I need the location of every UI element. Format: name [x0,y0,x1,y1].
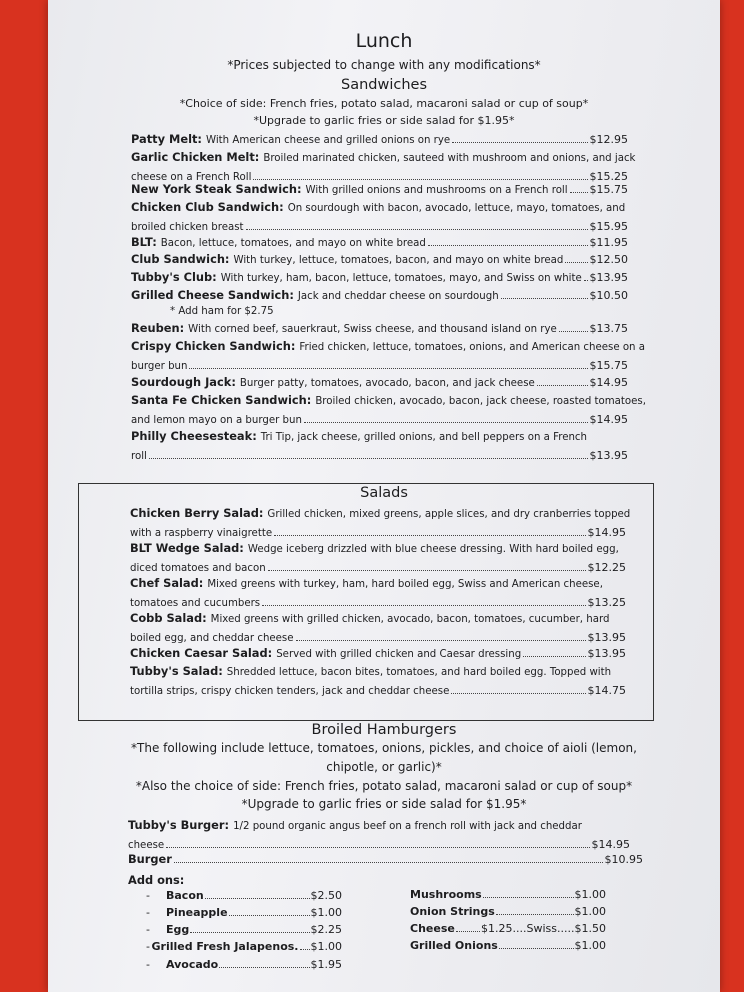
item-description-cont: tortilla strips, crispy chicken tenders, jack and cheddar cheese [130,685,450,697]
item-name: BLT Wedge Salad: [130,541,244,555]
bullet: - [146,940,150,953]
burger-name: Burger [128,852,172,866]
item-price: $14.75 [587,683,626,697]
dot-leader [559,331,588,332]
item-price: $14.95 [591,837,630,851]
sandwich-upgrade-note: *Upgrade to garlic fries or side salad for $1.95* [253,114,515,127]
sandwich-item [131,338,645,375]
addon-item [410,905,606,918]
item-name: New York Steak Sandwich: [131,182,302,196]
dot-leader [428,245,588,246]
addon-price: $2.25 [310,923,342,936]
salads-box [78,483,654,721]
dot-leader [565,262,587,263]
item-name: BLT: [131,235,157,249]
addon-item [410,939,606,952]
addons-heading: Add ons: [128,873,185,887]
item-line [131,392,646,411]
item-line-2 [131,447,628,466]
item-line [131,338,645,357]
item-line [131,374,628,393]
addon-item [146,889,342,902]
item-price: $15.25 [589,169,628,183]
item-price: $10.50 [589,289,628,302]
item-name: Chicken Caesar Salad: [130,646,273,660]
item-description-cont: and lemon mayo on a burger bun [131,414,302,426]
sandwich-item [131,181,628,200]
item-line [131,234,628,253]
item-name: Tubby's Burger: [128,818,230,832]
addon-name: Egg [166,923,190,936]
dot-leader [190,932,309,933]
sandwich-item [131,320,628,339]
item-name: Garlic Chicken Melt: [131,150,260,164]
item-price: $13.95 [587,647,626,660]
dot-leader [189,368,587,369]
item-price: $13.95 [587,630,626,644]
item-price: $12.95 [589,133,628,146]
item-description: Broiled chicken, avocado, bacon, jack cheese, roasted tomatoes, [315,396,646,407]
item-description: On sourdough with bacon, avocado, lettuce, mayo, tomatoes, and [287,203,626,214]
item-description-cont: tomatoes and cucumbers [130,597,261,609]
dot-leader [501,298,588,299]
item-description-cont: burger bun [131,360,188,372]
item-description: Shredded lettuce, bacon bites, tomatoes, and hard boiled egg. Topped with [226,667,612,678]
item-price: $12.25 [587,560,626,574]
addon-name: Pineapple [166,906,228,919]
item-description: Jack and cheddar cheese on sourdough [297,291,499,302]
bullet: - [146,923,150,936]
item-description: Served with grilled chicken and Caesar dressing [276,649,522,660]
item-price: $15.95 [589,219,628,233]
burger-item [128,852,643,866]
dot-leader [456,931,480,932]
item-name: Chicken Berry Salad: [130,506,264,520]
item-description: With grilled onions and mushrooms on a French roll [305,185,568,196]
item-line [131,320,628,339]
sandwich-item [131,269,628,288]
item-description-cont: boiled egg, and cheddar cheese [130,632,294,644]
price-note: *Prices subjected to change with any modifications* [227,58,541,72]
item-name: Chicken Club Sandwich: [131,200,284,214]
item-line [131,149,636,168]
addon-item [146,940,342,953]
dot-leader [253,179,587,180]
item-price: $13.95 [589,271,628,284]
item-description: Mixed greens with grilled chicken, avocado, bacon, tomatoes, cucumber, hard [210,614,610,625]
item-name: Cobb Salad: [130,611,207,625]
item-price: $13.25 [587,595,626,609]
addon-price: $1.00 [574,939,606,952]
addon-price: $1.00 [310,906,342,919]
item-price: $15.75 [589,358,628,372]
bullet: - [146,906,150,919]
item-price: $15.75 [589,183,628,196]
item-line [128,817,630,836]
salads-heading: Salads [360,485,408,501]
item-description: Bacon, lettuce, tomatoes, and mayo on white bread [160,238,426,249]
sandwich-item [131,234,628,253]
item-description-cont: cheese [128,839,165,851]
dot-leader [300,949,310,950]
item-description-cont: diced tomatoes and bacon [130,562,266,574]
item-description: With corned beef, sauerkraut, Swiss cheese, and thousand island on rye [188,324,557,335]
item-description: Tri Tip, jack cheese, grilled onions, and bell peppers on a French [260,432,587,443]
item-name: Tubby's Salad: [130,664,223,678]
menu-title: Lunch [355,30,413,52]
item-name: Sourdough Jack: [131,375,236,389]
addon-name: Onion Strings [410,905,495,918]
item-description-cont: cheese on a French Roll [131,171,252,183]
addon-name: Grilled Fresh Jalapenos. [151,940,299,953]
item-description-cont: broiled chicken breast [131,221,244,233]
item-description: Broiled marinated chicken, sauteed with mushroom and onions, and jack [263,153,636,164]
item-line [131,269,628,288]
item-name: Grilled Cheese Sandwich: [131,288,294,302]
item-line [131,199,628,218]
dot-leader [229,915,310,916]
item-description: With turkey, lettuce, tomatoes, bacon, and mayo on white bread [233,255,564,266]
addon-item [146,906,342,919]
addon-name: Avocado [166,958,219,971]
addon-item [146,923,342,936]
item-price: $14.95 [589,412,628,426]
sandwich-item [131,199,628,236]
burger-note: *Also the choice of side: French fries, potato salad, macaroni salad or cup of soup* [135,779,633,793]
addon-price: $1.00 [310,940,342,953]
addon-price: $1.95 [310,958,342,971]
item-price: $13.95 [589,448,628,462]
item-description: With American cheese and grilled onions on rye [205,135,451,146]
item-name: Club Sandwich: [131,252,230,266]
dot-leader [570,192,588,193]
burger-price: $10.95 [604,853,643,866]
addon-name: Grilled Onions [410,939,498,952]
burgers-heading: Broiled Hamburgers [311,722,457,738]
addon-name: Mushrooms [410,888,482,901]
dot-leader [174,862,603,863]
sandwich-side-note: *Choice of side: French fries, potato salad, macaroni salad or cup of soup* [179,97,589,110]
item-description: Grilled chicken, mixed greens, apple slices, and dry cranberries topped [267,509,631,520]
item-description: Burger patty, tomatoes, avocado, bacon, and jack cheese [239,378,535,389]
burger-note: *Upgrade to garlic fries or side salad for $1.95* [241,797,527,811]
dot-leader [304,422,588,423]
item-price: $14.95 [587,525,626,539]
dot-leader [584,280,588,281]
item-line [131,251,628,270]
item-description: Fried chicken, lettuce, tomatoes, onions, and American cheese on a [299,342,645,353]
item-description-cont: roll [131,450,147,462]
item-description: With turkey, ham, bacon, lettuce, tomatoes, mayo, and Swiss on white [220,273,582,284]
item-name: Patty Melt: [131,132,202,146]
item-name: Tubby's Club: [131,270,217,284]
sandwich-item [131,131,628,150]
dot-leader [537,385,588,386]
tubbys-burger-item [128,817,630,854]
item-price: $14.95 [589,376,628,389]
addon-name: Cheese [410,922,455,935]
item-price: $11.95 [589,236,628,249]
dot-leader [483,897,574,898]
sandwich-item [131,428,628,465]
addon-price: $1.00 [574,888,606,901]
dot-leader [149,458,588,459]
item-name: Chef Salad: [130,576,204,590]
addon-price: $1.00 [574,905,606,918]
dot-leader [205,898,310,899]
dot-leader [246,229,588,230]
dot-leader [166,847,589,848]
dot-leader [496,914,574,915]
dot-leader [219,967,309,968]
add-ham-note: * Add ham for $2.75 [170,306,274,317]
burger-note: chipotle, or garlic)* [326,760,442,774]
dot-leader [452,142,587,143]
addon-name: Bacon [166,889,204,902]
addon-item [410,888,606,901]
sandwich-item [131,251,628,270]
item-line-2 [131,411,628,430]
item-price: $12.50 [589,253,628,266]
addon-price: $2.50 [310,889,342,902]
sandwich-item [131,392,646,429]
bullet: - [146,889,150,902]
item-description: Wedge iceberg drizzled with blue cheese dressing. With hard boiled egg, [247,544,619,555]
item-description-cont: with a raspberry vinaigrette [130,527,273,539]
item-line [131,181,628,200]
item-description: Mixed greens with turkey, ham, hard boiled egg, Swiss and American cheese, [207,579,603,590]
item-name: Santa Fe Chicken Sandwich: [131,393,312,407]
item-name: Philly Cheesesteak: [131,429,257,443]
sandwich-item [131,374,628,393]
item-line [131,131,628,150]
item-name: Crispy Chicken Sandwich: [131,339,296,353]
addon-item [410,922,606,935]
addon-price: $1.25....Swiss.....$1.50 [481,922,606,935]
dot-leader [499,948,574,949]
addon-item [146,958,342,971]
item-line [131,428,628,447]
item-line-2 [131,357,628,376]
item-description: 1/2 pound organic angus beef on a french roll with jack and cheddar [233,821,582,832]
item-price: $13.75 [589,322,628,335]
item-name: Reuben: [131,321,185,335]
burger-note: *The following include lettuce, tomatoes, onions, pickles, and choice of aioli (lemon, [131,741,637,755]
bullet: - [146,958,150,971]
sandwiches-heading: Sandwiches [340,77,427,93]
